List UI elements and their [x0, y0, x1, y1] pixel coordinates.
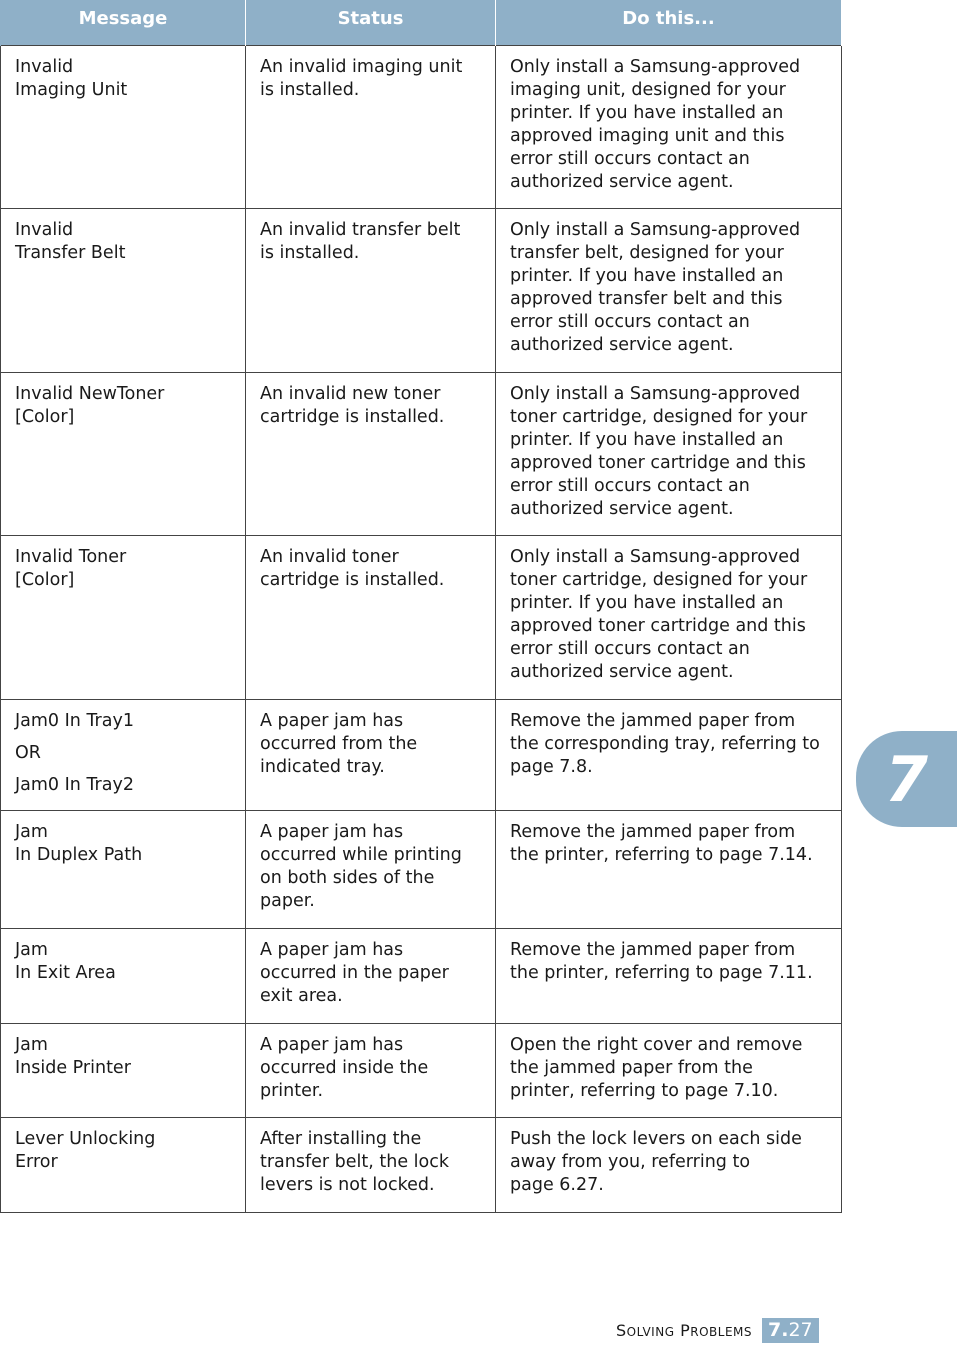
table-row [1, 535, 842, 699]
status-cell: A paper jam has occurred in the paper exit area. [246, 928, 496, 1023]
message-cell: Jam In Duplex Path [1, 810, 246, 928]
status-cell: A paper jam has occurred from the indicated tray. [246, 699, 496, 810]
table-row [1, 1117, 842, 1212]
action-cell: Only install a Samsung-approved toner cartridge, designed for your printer. If you have installed an approved toner cartridge and this error still occurs contact an authorized service agent. [496, 535, 842, 699]
table-row [1, 208, 842, 372]
page-number: 7.27 [762, 1318, 819, 1343]
status-cell: An invalid new toner cartridge is installed. [246, 372, 496, 535]
header-message: Message [1, 0, 246, 45]
chapter-tab: 7 [856, 731, 957, 827]
action-cell: Remove the jammed paper from the printer, referring to page 7.11. [496, 928, 842, 1023]
table-row [1, 928, 842, 1023]
header-do-this: Do this... [496, 0, 842, 45]
section-title: SOLVING PROBLEMS [616, 1321, 753, 1340]
action-cell: Remove the jammed paper from the corresponding tray, referring to page 7.8. [496, 699, 842, 810]
message-cell: Jam In Exit Area [1, 928, 246, 1023]
status-cell: An invalid transfer belt is installed. [246, 208, 496, 372]
table-row [1, 1023, 842, 1117]
status-cell: An invalid toner cartridge is installed. [246, 535, 496, 699]
status-cell: A paper jam has occurred inside the printer. [246, 1023, 496, 1117]
action-cell: Remove the jammed paper from the printer, referring to page 7.14. [496, 810, 842, 928]
action-cell: Only install a Samsung-approved imaging unit, designed for your printer. If you have installed an approved imaging unit and this error still occurs contact an authorized service agent. [496, 45, 842, 208]
table-row [1, 372, 842, 535]
page-footer [616, 1318, 819, 1343]
message-cell: Jam0 In Tray1 OR Jam0 In Tray2 [1, 699, 246, 810]
header-status: Status [246, 0, 496, 45]
message-cell: Invalid Transfer Belt [1, 208, 246, 372]
status-cell: A paper jam has occurred while printing on both sides of the paper. [246, 810, 496, 928]
message-cell: Invalid NewToner [Color] [1, 372, 246, 535]
status-cell: An invalid imaging unit is installed. [246, 45, 496, 208]
table-row [1, 45, 842, 208]
message-cell: Invalid Toner [Color] [1, 535, 246, 699]
action-cell: Push the lock levers on each side away from you, referring to page 6.27. [496, 1117, 842, 1212]
message-cell: Jam Inside Printer [1, 1023, 246, 1117]
message-cell: Invalid Imaging Unit [1, 45, 246, 208]
action-cell: Only install a Samsung-approved transfer belt, designed for your printer. If you have installed an approved transfer belt and this error still occurs contact an authorized service agent. [496, 208, 842, 372]
status-cell: After installing the transfer belt, the lock levers is not locked. [246, 1117, 496, 1212]
message-cell: Lever Unlocking Error [1, 1117, 246, 1212]
action-cell: Open the right cover and remove the jammed paper from the printer, referring to page 7.10. [496, 1023, 842, 1117]
table-row [1, 699, 842, 810]
table-row [1, 810, 842, 928]
table-header-row [1, 0, 842, 45]
action-cell: Only install a Samsung-approved toner cartridge, designed for your printer. If you have installed an approved toner cartridge and this error still occurs contact an authorized service agent. [496, 372, 842, 535]
